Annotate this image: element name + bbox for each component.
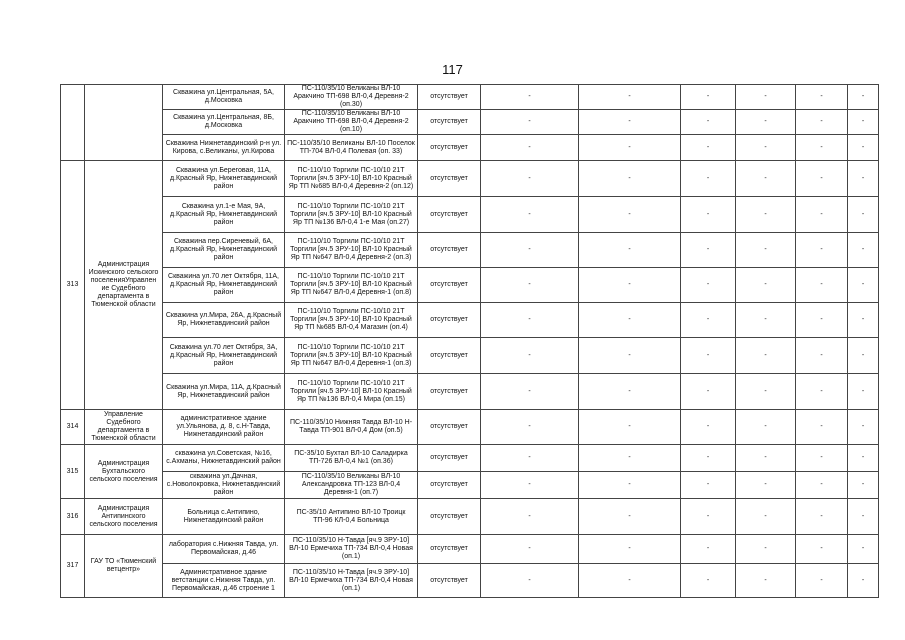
value-cell: - xyxy=(848,564,879,598)
power-supply-cell: ПС-110/10 Торгили ПС-10/10 21Т Торгили [яч.5 ЗРУ-10] ВЛ-10 Красный Яр ТП №685 ВЛ-0,4 Деревня-2 (оп.12) xyxy=(285,161,418,197)
value-cell: - xyxy=(579,374,681,410)
value-cell: - xyxy=(736,445,796,472)
table-row xyxy=(61,564,879,598)
table-row xyxy=(61,161,879,197)
table-row xyxy=(61,499,879,535)
value-cell: - xyxy=(481,303,579,338)
value-cell: - xyxy=(481,374,579,410)
status-cell: отсутствует xyxy=(418,535,481,564)
value-cell: - xyxy=(681,110,736,135)
status-cell: отсутствует xyxy=(418,445,481,472)
value-cell: - xyxy=(736,85,796,110)
value-cell: - xyxy=(796,472,848,499)
value-cell: - xyxy=(579,161,681,197)
value-cell: - xyxy=(481,499,579,535)
value-cell: - xyxy=(736,338,796,374)
power-supply-cell: ПС-110/10 Торгили ПС-10/10 21Т Торгили [яч.5 ЗРУ-10] ВЛ-10 Красный Яр ТП №647 ВЛ-0,4 Деревня-1 (оп.8) xyxy=(285,268,418,303)
power-supply-cell: ПС-110/10 Торгили ПС-10/10 21Т Торгили [яч.5 ЗРУ-10] ВЛ-10 Красный Яр ТП №136 ВЛ-0,4 Мира (оп.15) xyxy=(285,374,418,410)
table-row xyxy=(61,135,879,161)
power-supply-cell: ПС-110/35/10 Н-Тавда [яч.9 ЗРУ-10] ВЛ-10 Ермечиха ТП-734 ВЛ-0,4 Новая (оп.1) xyxy=(285,564,418,598)
value-cell: - xyxy=(579,445,681,472)
value-cell: - xyxy=(681,197,736,233)
status-cell: отсутствует xyxy=(418,268,481,303)
value-cell: - xyxy=(736,499,796,535)
object-cell: скважина ул.Советская, №16, с.Ахманы, Нижнетавдинский район xyxy=(163,445,285,472)
value-cell: - xyxy=(736,472,796,499)
row-number: 317 xyxy=(61,535,85,598)
value-cell: - xyxy=(579,85,681,110)
value-cell: - xyxy=(681,85,736,110)
value-cell: - xyxy=(681,303,736,338)
value-cell: - xyxy=(481,197,579,233)
value-cell: - xyxy=(796,445,848,472)
status-cell: отсутствует xyxy=(418,161,481,197)
object-cell: Скважина ул.70 лет Октября, 3А, д.Красный Яр, Нижнетавдинский район xyxy=(163,338,285,374)
value-cell: - xyxy=(481,233,579,268)
value-cell: - xyxy=(736,374,796,410)
row-number xyxy=(61,85,85,161)
value-cell: - xyxy=(481,161,579,197)
object-cell: Скважина ул.Центральная, 5А, д.Московка xyxy=(163,85,285,110)
organization-cell: Администрация Антипинского сельского поселения xyxy=(85,499,163,535)
row-number: 313 xyxy=(61,161,85,410)
object-cell: Скважина пер.Сиреневый, 6А, д.Красный Яр, Нижнетавдинский район xyxy=(163,233,285,268)
value-cell: - xyxy=(681,535,736,564)
value-cell: - xyxy=(579,472,681,499)
value-cell: - xyxy=(796,499,848,535)
value-cell: - xyxy=(579,338,681,374)
power-supply-cell: ПС-110/35/10 Великаны ВЛ-10 Аракчино ТП-698 ВЛ-0,4 Деревня-2 (оп.10) xyxy=(285,110,418,135)
row-number: 314 xyxy=(61,410,85,445)
value-cell: - xyxy=(481,564,579,598)
value-cell: - xyxy=(796,233,848,268)
value-cell: - xyxy=(848,499,879,535)
value-cell: - xyxy=(848,110,879,135)
value-cell: - xyxy=(848,338,879,374)
value-cell: - xyxy=(796,197,848,233)
value-cell: - xyxy=(736,303,796,338)
value-cell: - xyxy=(736,233,796,268)
table-row xyxy=(61,110,879,135)
value-cell: - xyxy=(736,197,796,233)
object-cell: Административное здание ветстанции с.Нижняя Тавда, ул. Первомайская, д.46 строение 1 xyxy=(163,564,285,598)
organization-cell: ГАУ ТО «Тюменский ветцентр» xyxy=(85,535,163,598)
value-cell: - xyxy=(796,564,848,598)
value-cell: - xyxy=(681,233,736,268)
value-cell: - xyxy=(848,410,879,445)
organization-cell: Администрация Бухтальского сельского поселения xyxy=(85,445,163,499)
value-cell: - xyxy=(681,338,736,374)
status-cell: отсутствует xyxy=(418,499,481,535)
power-supply-cell: ПС-110/10 Торгили ПС-10/10 21Т Торгили [яч.5 ЗРУ-10] ВЛ-10 Красный Яр ТП №136 ВЛ-0,4 1-е Мая (оп.27) xyxy=(285,197,418,233)
object-cell: Скважина ул.Мира, 26А, д.Красный Яр, Нижнетавдинский район xyxy=(163,303,285,338)
value-cell: - xyxy=(848,445,879,472)
value-cell: - xyxy=(681,161,736,197)
value-cell: - xyxy=(848,374,879,410)
status-cell: отсутствует xyxy=(418,197,481,233)
table-row xyxy=(61,268,879,303)
value-cell: - xyxy=(681,472,736,499)
object-cell: Скважина ул.70 лет Октября, 11А, д.Красный Яр, Нижнетавдинский район xyxy=(163,268,285,303)
status-cell: отсутствует xyxy=(418,85,481,110)
value-cell: - xyxy=(481,445,579,472)
value-cell: - xyxy=(579,197,681,233)
value-cell: - xyxy=(736,110,796,135)
value-cell: - xyxy=(579,535,681,564)
table-row xyxy=(61,85,879,110)
table-row xyxy=(61,233,879,268)
value-cell: - xyxy=(579,303,681,338)
row-number: 316 xyxy=(61,499,85,535)
value-cell: - xyxy=(481,85,579,110)
value-cell: - xyxy=(848,197,879,233)
value-cell: - xyxy=(481,472,579,499)
value-cell: - xyxy=(796,338,848,374)
value-cell: - xyxy=(848,535,879,564)
value-cell: - xyxy=(736,268,796,303)
power-supply-cell: ПС-110/10 Торгили ПС-10/10 21Т Торгили [яч.5 ЗРУ-10] ВЛ-10 Красный Яр ТП №685 ВЛ-0,4 Магазин (оп.4) xyxy=(285,303,418,338)
value-cell: - xyxy=(848,161,879,197)
table-row xyxy=(61,535,879,564)
value-cell: - xyxy=(796,135,848,161)
value-cell: - xyxy=(481,268,579,303)
object-cell: лаборатория с.Нижняя Тавда, ул. Первомайская, д.46 xyxy=(163,535,285,564)
status-cell: отсутствует xyxy=(418,472,481,499)
value-cell: - xyxy=(579,135,681,161)
value-cell: - xyxy=(579,110,681,135)
power-supply-cell: ПС-110/35/10 Великаны ВЛ-10 Александровка ТП-123 ВЛ-0,4 Деревня-1 (оп.7) xyxy=(285,472,418,499)
value-cell: - xyxy=(736,161,796,197)
table-body xyxy=(61,85,879,598)
power-supply-cell: ПС-35/10 Бухтал ВЛ-10 Саладирка ТП-726 ВЛ-0,4 №1 (оп.36) xyxy=(285,445,418,472)
value-cell: - xyxy=(681,374,736,410)
table-row xyxy=(61,410,879,445)
value-cell: - xyxy=(796,374,848,410)
object-cell: Скважина Нижнетавдинский р-н ул. Кирова, с.Великаны, ул.Кирова xyxy=(163,135,285,161)
value-cell: - xyxy=(579,564,681,598)
value-cell: - xyxy=(848,268,879,303)
value-cell: - xyxy=(681,410,736,445)
power-supply-cell: ПС-35/10 Антипино ВЛ-10 Троицк ТП-96 КЛ-0,4 Больница xyxy=(285,499,418,535)
value-cell: - xyxy=(681,564,736,598)
value-cell: - xyxy=(579,268,681,303)
value-cell: - xyxy=(579,233,681,268)
value-cell: - xyxy=(848,472,879,499)
value-cell: - xyxy=(681,499,736,535)
status-cell: отсутствует xyxy=(418,233,481,268)
value-cell: - xyxy=(736,564,796,598)
value-cell: - xyxy=(579,499,681,535)
object-cell: Скважина ул.Центральная, 8Б, д.Московка xyxy=(163,110,285,135)
value-cell: - xyxy=(681,135,736,161)
value-cell: - xyxy=(481,135,579,161)
object-cell: административное здание ул.Ульянова, д. 8, с.Н-Тавда, Нижнетавдинский район xyxy=(163,410,285,445)
status-cell: отсутствует xyxy=(418,338,481,374)
value-cell: - xyxy=(736,410,796,445)
table-row xyxy=(61,338,879,374)
status-cell: отсутствует xyxy=(418,410,481,445)
value-cell: - xyxy=(481,535,579,564)
power-supply-cell: ПС-110/35/10 Великаны ВЛ-10 Аракчино ТП-698 ВЛ-0,4 Деревня-2 (оп.30) xyxy=(285,85,418,110)
value-cell: - xyxy=(796,85,848,110)
table-row xyxy=(61,197,879,233)
object-cell: Скважина ул.Мира, 11А, д.Красный Яр, Нижнетавдинский район xyxy=(163,374,285,410)
status-cell: отсутствует xyxy=(418,135,481,161)
value-cell: - xyxy=(481,410,579,445)
object-cell: Скважина ул.Береговая, 11А, д.Красный Яр, Нижнетавдинский район xyxy=(163,161,285,197)
table-row xyxy=(61,374,879,410)
facilities-table xyxy=(60,84,879,598)
organization-cell: Администрация Искинского сельского поселенияУправлен ие Судебного департамента в Тюменской области xyxy=(85,161,163,410)
value-cell: - xyxy=(736,535,796,564)
status-cell: отсутствует xyxy=(418,374,481,410)
value-cell: - xyxy=(796,110,848,135)
table-row xyxy=(61,445,879,472)
value-cell: - xyxy=(848,233,879,268)
value-cell: - xyxy=(796,268,848,303)
value-cell: - xyxy=(681,445,736,472)
row-number: 315 xyxy=(61,445,85,499)
object-cell: Больница с.Антипино, Нижнетавдинский район xyxy=(163,499,285,535)
page-number: 117 xyxy=(442,62,463,77)
value-cell: - xyxy=(796,303,848,338)
value-cell: - xyxy=(796,535,848,564)
value-cell: - xyxy=(848,135,879,161)
value-cell: - xyxy=(681,268,736,303)
value-cell: - xyxy=(736,135,796,161)
table-row xyxy=(61,472,879,499)
power-supply-cell: ПС-110/10 Торгили ПС-10/10 21Т Торгили [яч.5 ЗРУ-10] ВЛ-10 Красный Яр ТП №647 ВЛ-0,4 Деревня-1 (оп.3) xyxy=(285,338,418,374)
organization-cell: Управление Судебного департамента в Тюменской области xyxy=(85,410,163,445)
status-cell: отсутствует xyxy=(418,110,481,135)
power-supply-cell: ПС-110/35/10 Великаны ВЛ-10 Поселок ТП-704 ВЛ-0,4 Полевая (оп. 33) xyxy=(285,135,418,161)
object-cell: скважина ул.Дачная, с.Новолокровка, Нижнетавдинский район xyxy=(163,472,285,499)
object-cell: Скважина ул.1-е Мая, 9А, д.Красный Яр, Нижнетавдинский район xyxy=(163,197,285,233)
value-cell: - xyxy=(796,161,848,197)
value-cell: - xyxy=(848,303,879,338)
status-cell: отсутствует xyxy=(418,564,481,598)
organization-cell xyxy=(85,85,163,161)
power-supply-cell: ПС-110/35/10 Н-Тавда [яч.9 ЗРУ-10] ВЛ-10 Ермечиха ТП-734 ВЛ-0,4 Новая (оп.1) xyxy=(285,535,418,564)
power-supply-cell: ПС-110/10 Торгили ПС-10/10 21Т Торгили [яч.5 ЗРУ-10] ВЛ-10 Красный Яр ТП №647 ВЛ-0,4 Деревня-2 (оп.3) xyxy=(285,233,418,268)
status-cell: отсутствует xyxy=(418,303,481,338)
value-cell: - xyxy=(579,410,681,445)
value-cell: - xyxy=(848,85,879,110)
power-supply-cell: ПС-110/35/10 Нижняя Тавда ВЛ-10 Н-Тавда ТП-901 ВЛ-0,4 Дом (оп.5) xyxy=(285,410,418,445)
value-cell: - xyxy=(481,338,579,374)
table-row xyxy=(61,303,879,338)
value-cell: - xyxy=(481,110,579,135)
value-cell: - xyxy=(796,410,848,445)
